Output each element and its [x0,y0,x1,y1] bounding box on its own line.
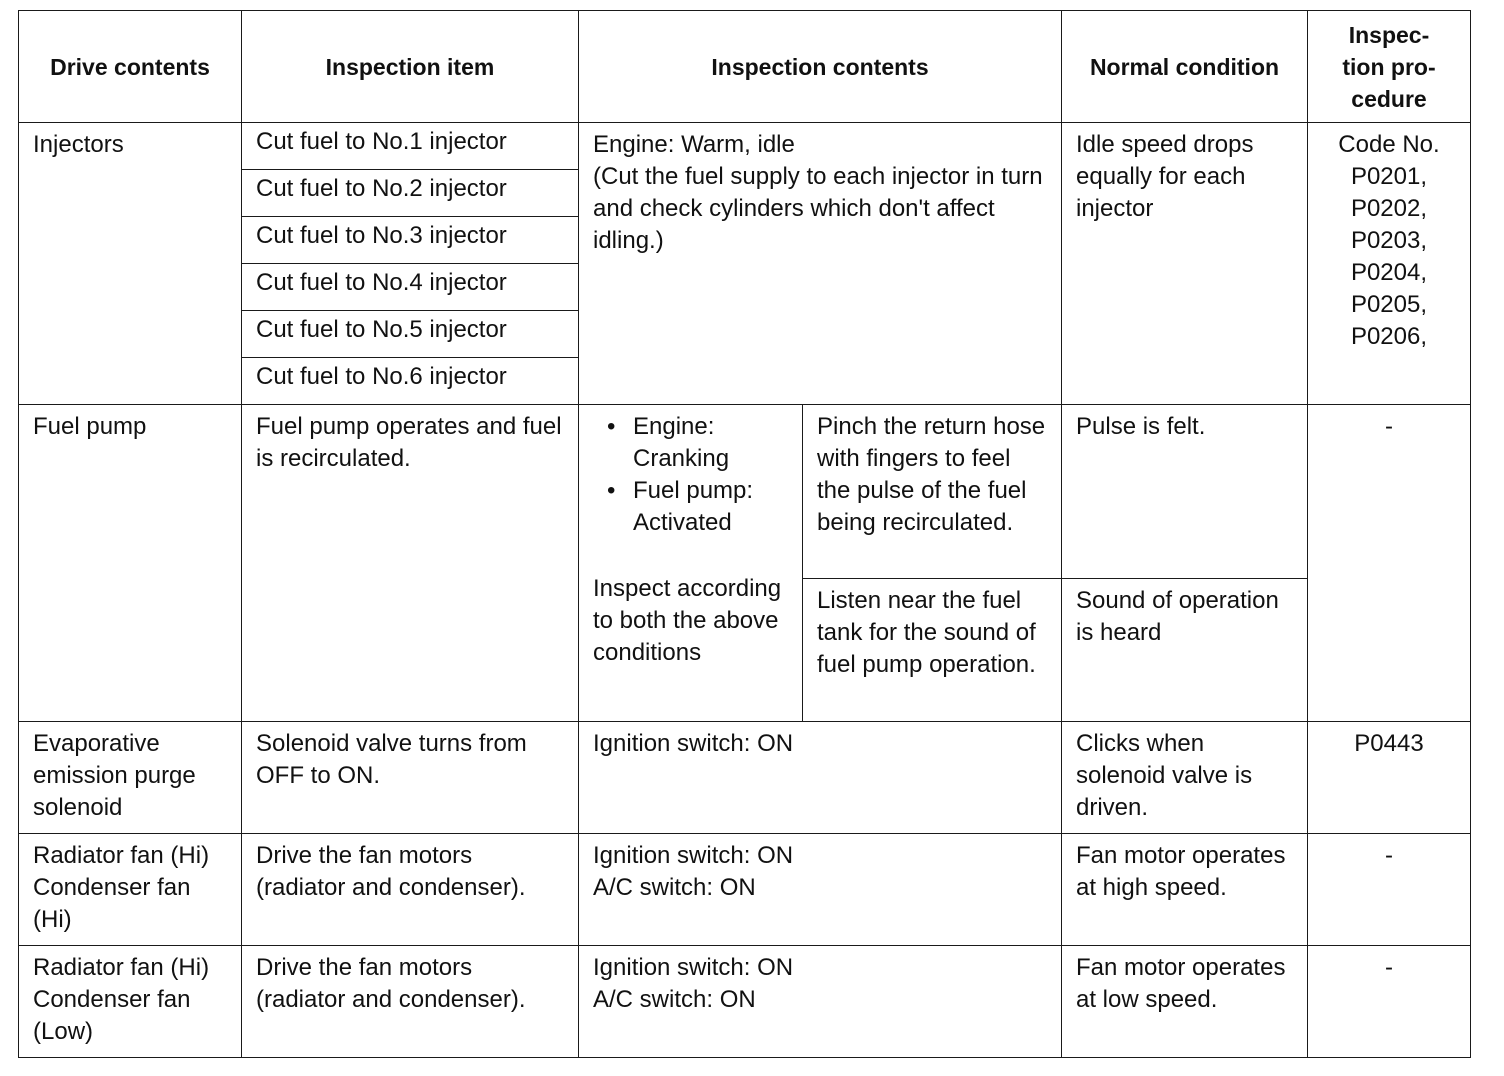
evap-drive: Evaporative emission purge solenoid [19,722,242,834]
fan-low-drive: Radiator fan (Hi) Condenser fan (Low) [19,946,242,1058]
injector-item-1: Cut fuel to No.1 injector [242,123,579,170]
injectors-contents: Engine: Warm, idle (Cut the fuel supply to each injector in turn and check cylinders which don't affect idling.) [579,123,1062,405]
fan-low-item: Drive the fan motors (radiator and condenser). [242,946,579,1058]
fuel-pump-normal-2: Sound of operation is heard [1062,579,1308,722]
evap-procedure: P0443 [1308,722,1471,834]
injectors-normal: Idle speed drops equally for each injector [1062,123,1308,405]
fuel-pump-normal-1: Pulse is felt. [1062,405,1308,579]
fuel-pump-conditions [579,405,803,722]
inspection-table [18,10,1471,1058]
table-row [19,834,1471,946]
evap-contents: Ignition switch: ON [579,722,1062,834]
bullet-fuel-pump: • Fuel pump: Activated [621,475,788,539]
header-inspection-procedure: Inspec- tion pro- cedure [1308,11,1471,123]
injector-item-6: Cut fuel to No.6 injector [242,358,579,405]
header-normal-condition: Normal condition [1062,11,1308,123]
inspect-note: Inspect according to both the above conditions [593,575,782,666]
fan-low-contents: Ignition switch: ON A/C switch: ON [579,946,1062,1058]
injector-item-5: Cut fuel to No.5 injector [242,311,579,358]
table-row [19,405,1471,579]
injector-item-3: Cut fuel to No.3 injector [242,217,579,264]
fan-hi-procedure: - [1308,834,1471,946]
fuel-pump-bullets [593,411,788,539]
fan-hi-drive: Radiator fan (Hi) Condenser fan (Hi) [19,834,242,946]
header-drive-contents: Drive contents [19,11,242,123]
header-inspection-item: Inspection item [242,11,579,123]
header-inspection-contents: Inspection contents [579,11,1062,123]
fan-hi-normal: Fan motor operates at high speed. [1062,834,1308,946]
fuel-pump-method-1: Pinch the return hose with fingers to feel the pulse of the fuel being recirculated. [803,405,1062,579]
fuel-pump-method-2: Listen near the fuel tank for the sound of fuel pump operation. [803,579,1062,722]
evap-item: Solenoid valve turns from OFF to ON. [242,722,579,834]
evap-normal: Clicks when solenoid valve is driven. [1062,722,1308,834]
table-row [19,722,1471,834]
table-row [19,946,1471,1058]
fan-hi-item: Drive the fan motors (radiator and condenser). [242,834,579,946]
fuel-pump-procedure: - [1308,405,1471,722]
injector-item-2: Cut fuel to No.2 injector [242,170,579,217]
bullet-engine: • Engine: Cranking [621,411,788,475]
injector-item-4: Cut fuel to No.4 injector [242,264,579,311]
fan-hi-contents: Ignition switch: ON A/C switch: ON [579,834,1062,946]
injectors-procedure: Code No. P0201, P0202, P0203, P0204, P0205, P0206, [1308,123,1471,405]
table-row [19,123,1471,170]
fuel-pump-item: Fuel pump operates and fuel is recirculated. [242,405,579,722]
injectors-drive: Injectors [19,123,242,405]
fuel-pump-drive: Fuel pump [19,405,242,722]
fan-low-procedure: - [1308,946,1471,1058]
header-row [19,11,1471,123]
fan-low-normal: Fan motor operates at low speed. [1062,946,1308,1058]
